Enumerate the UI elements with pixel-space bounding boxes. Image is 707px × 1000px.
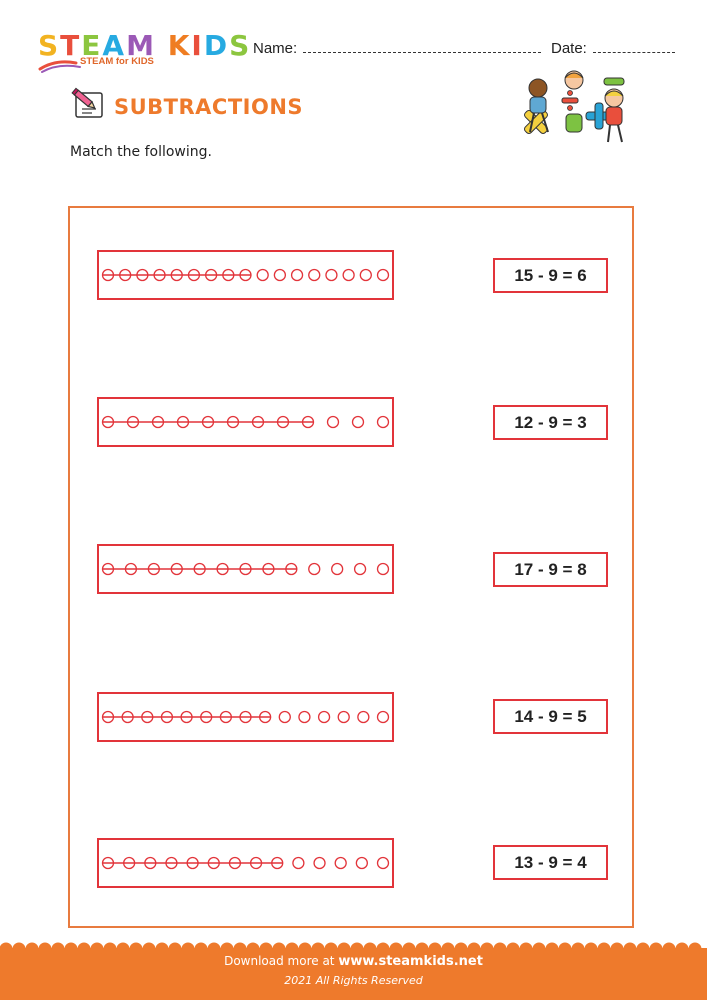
logo-letter: E	[81, 29, 103, 62]
logo-letter: I	[191, 29, 204, 62]
date-field[interactable]	[551, 40, 675, 57]
pencil-paper-icon	[70, 87, 106, 121]
circle	[319, 712, 330, 723]
circle	[378, 417, 389, 428]
circle	[356, 858, 367, 869]
logo-letter	[156, 29, 168, 62]
footer	[0, 940, 707, 1000]
logo-tagline: STEAM for KIDS	[80, 56, 154, 67]
name-field[interactable]	[253, 40, 541, 57]
circle	[332, 564, 343, 575]
logo-letter: K	[167, 29, 192, 62]
logo-letter: T	[60, 29, 82, 62]
circle	[378, 712, 389, 723]
circle	[378, 564, 389, 575]
circle	[326, 270, 337, 281]
circle	[353, 417, 364, 428]
circle-strip-2	[99, 399, 392, 445]
circle	[293, 858, 304, 869]
circle-row-1[interactable]	[97, 250, 394, 300]
circle-strip-3	[99, 546, 392, 592]
footer-site-link[interactable]: www.steamkids.net	[338, 954, 483, 969]
date-label: Date:	[551, 40, 587, 57]
equation-box-5[interactable]	[493, 845, 608, 880]
circle	[299, 712, 310, 723]
steam-kids-logo	[38, 29, 252, 75]
circle	[292, 270, 303, 281]
instruction-text: Match the following.	[70, 144, 212, 160]
circle	[328, 417, 339, 428]
circle	[343, 270, 354, 281]
circle	[257, 270, 268, 281]
circle-strip-5	[99, 840, 392, 886]
logo-letter: S	[38, 29, 61, 62]
date-line[interactable]	[593, 40, 675, 53]
name-label: Name:	[253, 40, 298, 57]
circle	[358, 712, 369, 723]
circle	[378, 270, 389, 281]
circle-row-5[interactable]	[97, 838, 394, 888]
circle	[338, 712, 349, 723]
circle	[274, 270, 285, 281]
circle-row-4[interactable]	[97, 692, 394, 742]
circle	[309, 270, 320, 281]
equation-text-2: 12 - 9 = 3	[514, 412, 587, 432]
logo-letter: S	[229, 29, 252, 62]
kids-math-illustration	[516, 70, 636, 155]
worksheet-title: SUBTRACTIONS	[114, 95, 304, 119]
circle	[314, 858, 325, 869]
circle	[279, 712, 290, 723]
circle-strip-4	[99, 694, 392, 740]
circle	[355, 564, 366, 575]
circle	[378, 858, 389, 869]
equation-box-2[interactable]	[493, 405, 608, 440]
footer-download-line	[0, 954, 707, 969]
equation-text-4: 14 - 9 = 5	[514, 706, 587, 726]
equation-text-5: 13 - 9 = 4	[514, 852, 587, 872]
circle	[360, 270, 371, 281]
circle	[335, 858, 346, 869]
circle-row-2[interactable]	[97, 397, 394, 447]
circle	[309, 564, 320, 575]
logo-letter: A	[102, 29, 127, 62]
logo-letter: D	[203, 29, 230, 62]
circle-strip-1	[99, 252, 392, 298]
name-line[interactable]	[303, 40, 541, 53]
equation-text-3: 17 - 9 = 8	[514, 559, 587, 579]
footer-download-prefix: Download more at	[224, 954, 335, 968]
equation-box-3[interactable]	[493, 552, 608, 587]
equation-box-4[interactable]	[493, 699, 608, 734]
equation-box-1[interactable]	[493, 258, 608, 293]
logo-letter: M	[126, 29, 156, 62]
footer-scallop-band	[0, 940, 707, 1000]
footer-rights: 2021 All Rights Reserved	[284, 974, 423, 987]
circle-row-3[interactable]	[97, 544, 394, 594]
equation-text-1: 15 - 9 = 6	[514, 265, 587, 285]
